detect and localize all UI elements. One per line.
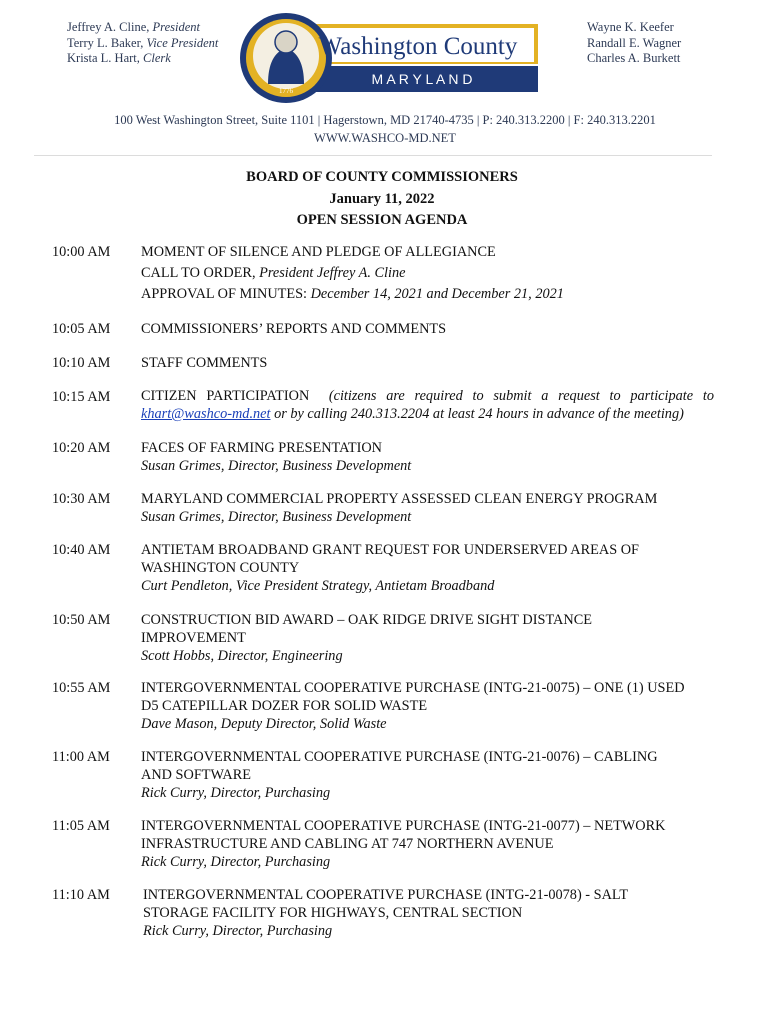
agenda-item-body <box>141 320 714 338</box>
agenda-item-title: COMMISSIONERS’ REPORTS AND COMMENTS <box>141 321 447 337</box>
agenda-time: 11:05 AM <box>52 818 110 834</box>
officer-line: Terry L. Baker, Vice President <box>67 35 219 50</box>
agenda-time: 10:20 AM <box>52 440 111 456</box>
agenda-item-title: D5 CATEPILLAR DOZER FOR SOLID WASTE <box>141 698 428 714</box>
agenda-item-body <box>141 817 714 871</box>
agenda-item-body <box>141 354 714 372</box>
agenda-item-title: INTERGOVERNMENTAL COOPERATIVE PURCHASE (INTG-21-0077) – NETWORK <box>141 818 666 834</box>
member-name: Randall E. Wagner <box>587 35 682 50</box>
agenda-item-detail: President Jeffrey A. Cline <box>259 265 406 281</box>
agenda-item-title: INTERGOVERNMENTAL COOPERATIVE PURCHASE (INTG-21-0075) – ONE (1) USED <box>141 680 685 696</box>
agenda-time: 11:10 AM <box>52 887 110 903</box>
officer-line: Jeffrey A. Cline, President <box>67 20 200 34</box>
agenda-item-body <box>141 388 714 423</box>
agenda-item-title: INFRASTRUCTURE AND CABLING AT 747 NORTHERN AVENUE <box>141 836 554 852</box>
agenda-presenter: Curt Pendleton, Vice President Strategy, Antietam Broadband <box>141 578 495 594</box>
agenda-time: 10:40 AM <box>52 542 111 558</box>
agenda-item-detail: December 14, 2021 and December 21, 2021 <box>310 286 564 302</box>
agenda-item-title: INTERGOVERNMENTAL COOPERATIVE PURCHASE (INTG-21-0078) - SALT <box>143 887 629 903</box>
agenda-item-title: CALL TO ORDER, <box>141 265 260 281</box>
agenda-presenter: Scott Hobbs, Director, Engineering <box>141 648 343 664</box>
email-link[interactable]: khart@washco-md.net <box>141 405 271 422</box>
agenda-item-body <box>141 243 714 261</box>
agenda-presenter: Rick Curry, Director, Purchasing <box>141 785 331 801</box>
agenda-item-title: FACES OF FARMING PRESENTATION <box>141 440 383 456</box>
agenda-item-title: MARYLAND COMMERCIAL PROPERTY ASSESSED CLEAN ENERGY PROGRAM <box>141 491 658 507</box>
agenda-time: 10:05 AM <box>52 321 111 337</box>
agenda-titles <box>0 167 764 232</box>
agenda-time: 10:00 AM <box>52 244 111 260</box>
member-name: Wayne K. Keefer <box>587 20 674 34</box>
agenda-item-body <box>141 679 714 733</box>
agenda-item-title: STORAGE FACILITY FOR HIGHWAYS, CENTRAL SECTION <box>143 905 523 921</box>
agenda-time: 10:55 AM <box>52 680 111 696</box>
agenda-time: 10:10 AM <box>52 355 111 371</box>
agenda-presenter: Rick Curry, Director, Purchasing <box>143 923 333 939</box>
agenda-item-body <box>141 490 714 526</box>
agenda-item-note: or by calling 240.313.2204 at least 24 hours in advance of the meeting) <box>274 405 684 422</box>
agenda-time: 10:15 AM <box>52 389 111 405</box>
commissioners-members <box>587 20 681 67</box>
member-name: Charles A. Burkett <box>587 51 681 65</box>
agenda-item-body <box>141 611 714 665</box>
agenda-time: 10:50 AM <box>52 612 111 628</box>
address-line: 100 West Washington Street, Suite 1101 | Hagerstown, MD 21740-4735 | P: 240.313.2200 | F: 240.313.2201 <box>114 113 656 127</box>
commissioners-officers <box>67 20 218 67</box>
meeting-date: January 11, 2022 <box>329 190 435 207</box>
agenda-item-title: MOMENT OF SILENCE AND PLEDGE OF ALLEGIANCE <box>141 244 496 260</box>
washington-county-logo <box>238 12 544 104</box>
agenda-item-body <box>143 886 716 940</box>
agenda-item-title: CONSTRUCTION BID AWARD – OAK RIDGE DRIVE SIGHT DISTANCE <box>141 612 592 628</box>
logo-title: Washington County <box>318 33 518 60</box>
agenda-item-title: AND SOFTWARE <box>141 767 252 783</box>
agenda-presenter: Dave Mason, Deputy Director, Solid Waste <box>141 716 387 732</box>
agenda-time: 11:00 AM <box>52 749 110 765</box>
session-title: OPEN SESSION AGENDA <box>296 212 468 228</box>
agenda-presenter: Susan Grimes, Director, Business Development <box>141 509 412 525</box>
header-divider <box>34 155 712 156</box>
website-link[interactable]: WWW.WASHCO-MD.NET <box>314 131 456 145</box>
logo-state: M A R Y L A N D <box>371 71 473 87</box>
agenda-item-title: CITIZEN PARTICIPATION <box>141 388 310 404</box>
agenda-time: 10:30 AM <box>52 491 111 507</box>
agenda-item-note: (citizens are required to submit a request to participate to <box>328 388 715 404</box>
agenda-item-body <box>141 264 714 282</box>
agenda-item-title: INTERGOVERNMENTAL COOPERATIVE PURCHASE (INTG-21-0076) – CABLING <box>141 749 658 765</box>
agenda-item-body <box>141 541 714 595</box>
agenda-item-title: IMPROVEMENT <box>141 630 246 646</box>
logo-year: 1776 <box>279 87 293 95</box>
agenda-item-body <box>141 748 714 802</box>
officer-line: Krista L. Hart, Clerk <box>67 51 171 65</box>
washington-head-icon <box>275 31 297 53</box>
agenda-item-body <box>141 439 714 475</box>
agenda-presenter: Susan Grimes, Director, Business Development <box>141 458 412 474</box>
board-title: BOARD OF COUNTY COMMISSIONERS <box>246 169 518 185</box>
agenda-item-title: ANTIETAM BROADBAND GRANT REQUEST FOR UNDERSERVED AREAS OF <box>141 542 640 558</box>
agenda-item-title: APPROVAL OF MINUTES: <box>141 286 311 302</box>
agenda-presenter: Rick Curry, Director, Purchasing <box>141 854 331 870</box>
agenda-item-title: STAFF COMMENTS <box>141 355 268 371</box>
address-block <box>0 111 770 147</box>
agenda-item-body <box>141 285 714 303</box>
agenda-item-title: WASHINGTON COUNTY <box>141 560 300 576</box>
